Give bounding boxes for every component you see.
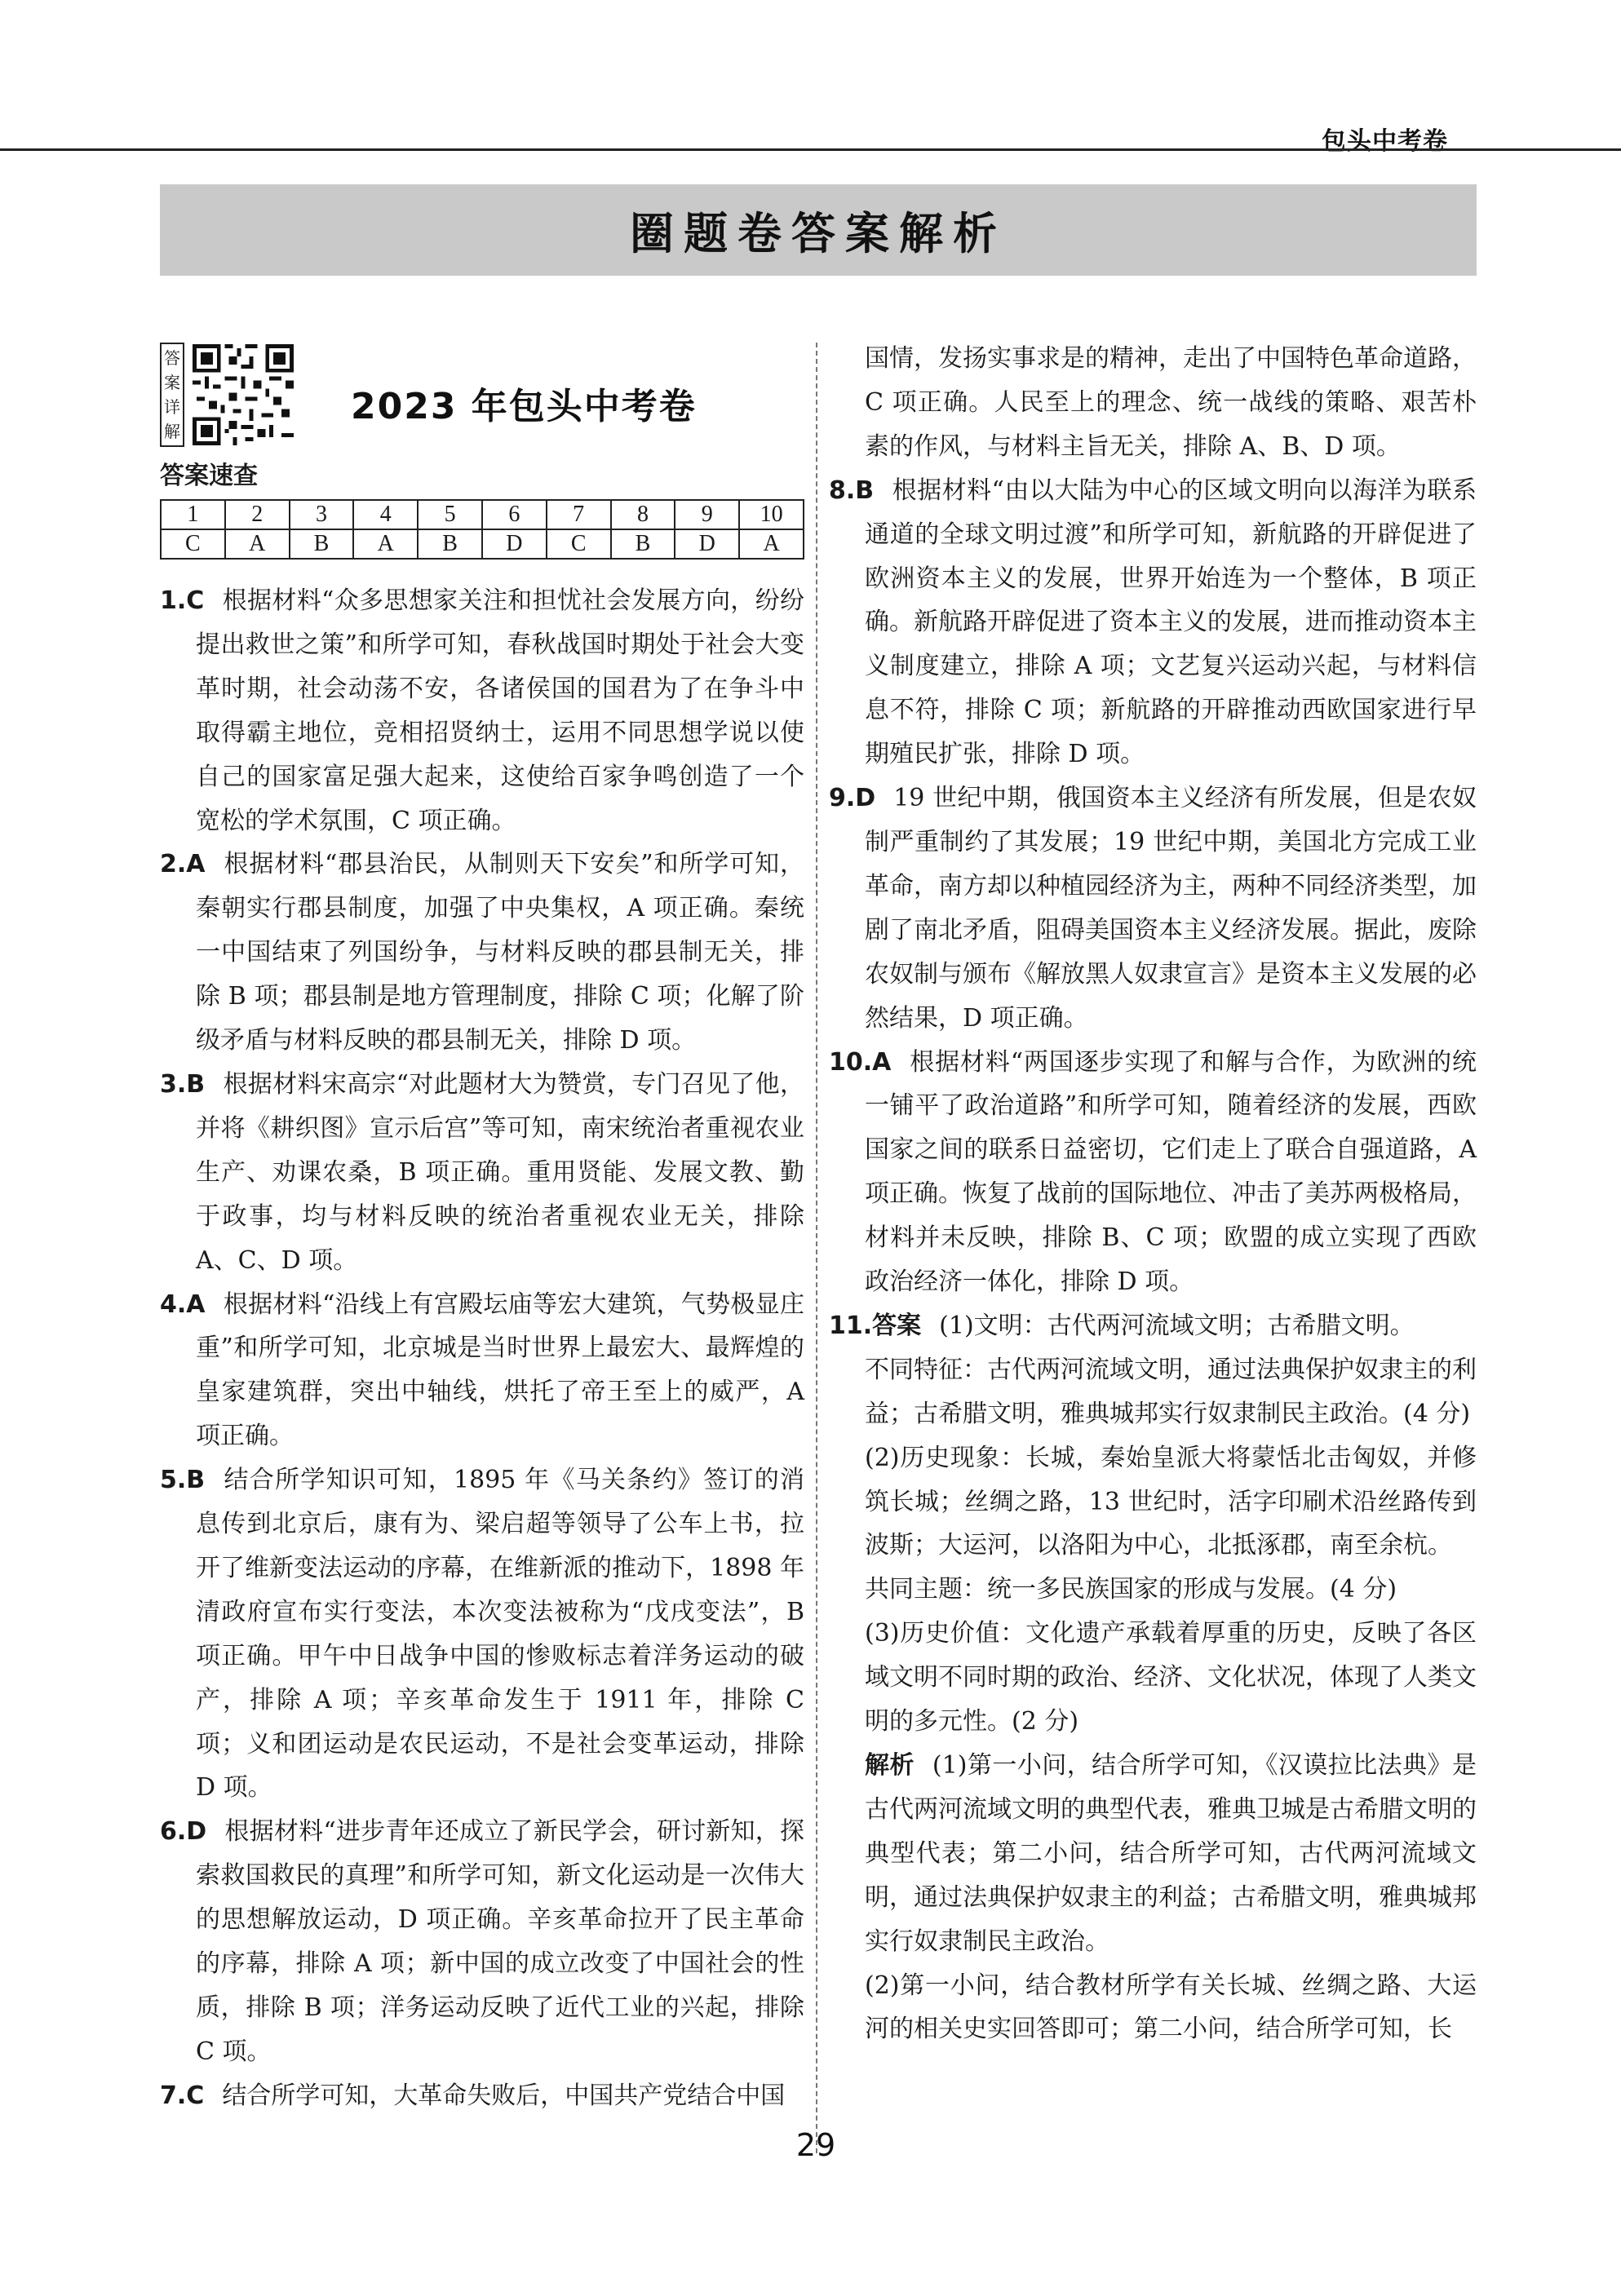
left-column — [160, 579, 804, 2118]
answer-tag: 答案 — [872, 1311, 922, 1340]
question-answer: D — [186, 1817, 207, 1847]
question-text: 结合所学知识可知，1895 年《马关条约》签订的消息传到北京后，康有为、梁启超等领导了公车上书，拉开了维新变法运动的序幕，在维新派的推动下，1898 年清政府宣布实行变法，本次变法被称为“戊戌变法”，B 项正确。甲午中日战争中国的惨败标志着洋务运动的破产，排除 A 项；辛亥革命发生于 1911 年，排除 C 项；义和团运动是农民运动，不是社会变革运动，排除 D 项。 — [196, 1466, 804, 1803]
question-continuation: 国情，发扬实事求是的精神，走出了中国特色革命道路，C 项正确。人民至上的理念、统一战线的策略、艰苦朴素的作风，与材料主旨无关，排除 A、B、D 项。 — [865, 344, 1477, 461]
question-answer: B — [186, 1069, 206, 1099]
table-cell: 4 — [353, 500, 418, 529]
header-rule — [0, 148, 1621, 151]
question-item — [160, 579, 804, 843]
question-number: 3. — [160, 1069, 187, 1099]
exam-title: 2023 年包头中考卷 — [351, 386, 697, 427]
answer-text: (1)文明：古代两河流域文明；古希腊文明。 — [939, 1311, 1415, 1340]
question-item — [160, 1810, 804, 2073]
question-answer: C — [186, 586, 205, 615]
question-answer: A — [186, 850, 206, 879]
question-item — [160, 1283, 804, 1459]
qr-label-char: 答 — [164, 348, 180, 368]
answer-line: 共同主题：统一多民族国家的形成与发展。(4 分) — [865, 1575, 1397, 1604]
qr-label-char: 案 — [164, 373, 180, 392]
table-cell: 3 — [290, 500, 354, 529]
question-text: 根据材料宋高宗“对此题材大为赞赏，专门召见了他，并将《耕织图》宣示后宫”等可知，南宋统治者重视农业生产、劝课农桑，B 项正确。重用贤能、发展文教、勤于政事，均与材料反映的统治者重视农业无关，排除 A、C、D 项。 — [196, 1069, 804, 1275]
running-head: 包头中考卷 — [1322, 127, 1448, 156]
question-item — [160, 2074, 804, 2118]
page-number: 29 — [795, 2127, 836, 2163]
question-answer: B — [186, 1466, 206, 1495]
qr-label-char: 详 — [164, 397, 180, 417]
analysis-text: (1)第一小问，结合所学可知，《汉谟拉比法典》是古代两河流域文明的典型代表，雅典卫城是古希腊文明的典型代表；第二小问，结合所学可知，古代两河流域文明，通过法典保护奴隶主的利益；古希腊文明，雅典城邦实行奴隶制民主政治。 — [865, 1751, 1477, 1956]
qr-label-char: 解 — [164, 422, 180, 441]
question-number: 7. — [160, 2081, 187, 2110]
analysis-item — [829, 1744, 1477, 1964]
question-number: 2. — [160, 850, 187, 879]
question-number: 8. — [829, 476, 856, 505]
table-cell: C — [161, 529, 225, 559]
question-number: 9. — [829, 784, 856, 813]
question-number: 10. — [829, 1047, 873, 1077]
qr-label — [160, 343, 184, 447]
question-text: 根据材料“众多思想家关注和担忧社会发展方向，纷纷提出救世之策”和所学可知，春秋战国时期处于社会大变革时期，社会动荡不安，各诸侯国的国君为了在争斗中取得霸主地位，竞相招贤纳士，运用不同思想学说以使自己的国家富足强大起来，这使给百家争鸣创造了一个宽松的学术氛围，C 项正确。 — [196, 586, 804, 835]
question-item — [829, 776, 1477, 1040]
table-cell: 1 — [161, 500, 225, 529]
table-cell: 7 — [547, 500, 611, 529]
banner-title: 圈题卷答案解析 — [630, 207, 1007, 259]
column-divider — [816, 343, 817, 2153]
table-cell: 6 — [482, 500, 547, 529]
right-column — [829, 337, 1477, 2051]
question-answer: B — [855, 476, 875, 505]
answer-line: 不同特征：古代两河流域文明，通过法典保护奴隶主的利益；古希腊文明，雅典城邦实行奴隶制民主政治。(4 分) — [865, 1355, 1477, 1428]
table-cell: 2 — [225, 500, 290, 529]
question-answer: D — [855, 784, 876, 813]
question-answer: A — [186, 1290, 206, 1319]
question-text: 根据材料“由以大陆为中心的区域文明向以海洋为联系通道的全球文明过渡”和所学可知，新航路的开辟促进了欧洲资本主义的发展，世界开始连为一个整体，B 项正确。新航路开辟促进了资本主义的发展，进而推动资本主义制度建立，排除 A 项；文艺复兴运动兴起，与材料信息不符，排除 C 项；新航路的开辟推动西欧国家进行早期殖民扩张，排除 D 项。 — [865, 476, 1477, 769]
table-cell: A — [353, 529, 418, 559]
question-text: 结合所学可知，大革命失败后，中国共产党结合中国 — [222, 2081, 786, 2110]
table-cell: 8 — [611, 500, 675, 529]
question-text: 根据材料“两国逐步实现了和解与合作，为欧洲的统一铺平了政治道路”和所学可知，随着经济的发展，西欧国家之间的联系日益密切，它们走上了联合自强道路，A 项正确。恢复了战前的国际地位、冲击了美苏两极格局，材料并未反映，排除 B、C 项；欧盟的成立实现了西欧政治经济一体化，排除 D 项。 — [865, 1047, 1477, 1297]
question-number: 4. — [160, 1290, 187, 1319]
table-row-numbers — [161, 500, 804, 529]
table-row-answers — [161, 529, 804, 559]
question-item — [829, 1304, 1477, 1348]
table-cell: B — [418, 529, 482, 559]
answer-line: (3)历史价值：文化遗产承载着厚重的历史，反映了各区域文明不同时期的政治、经济、文化状况，体现了人类文明的多元性。(2 分) — [865, 1619, 1477, 1736]
table-cell: A — [225, 529, 290, 559]
question-item — [829, 1041, 1477, 1304]
answer-line: (2)历史现象：长城，秦始皇派大将蒙恬北击匈奴，并修筑长城；丝绸之路，13 世纪时，活字印刷术沿丝路传到波斯；大运河，以洛阳为中心，北抵涿郡，南至余杭。 — [865, 1443, 1477, 1560]
question-number: 6. — [160, 1817, 187, 1847]
question-item — [160, 1063, 804, 1283]
question-item — [160, 1458, 804, 1810]
question-number: 1. — [160, 586, 187, 615]
question-number: 11. — [829, 1311, 873, 1340]
table-cell: B — [290, 529, 354, 559]
table-cell: 9 — [675, 500, 739, 529]
answer-quick-table — [160, 499, 804, 560]
qr-code-icon[interactable] — [193, 344, 294, 445]
table-cell: D — [482, 529, 547, 559]
quick-check-label: 答案速查 — [160, 462, 258, 490]
question-item — [829, 469, 1477, 776]
question-number: 5. — [160, 1466, 187, 1495]
question-text: 根据材料“沿线上有宫殿坛庙等宏大建筑，气势极显庄重”和所学可知，北京城是当时世界上最宏大、最辉煌的皇家建筑群，突出中轴线，烘托了帝王至上的威严，A 项正确。 — [196, 1290, 804, 1451]
title-banner — [160, 184, 1477, 276]
analysis-line: (2)第一小问，结合教材所学有关长城、丝绸之路、大运河的相关史实回答即可；第二小问，结合所学可知，长 — [865, 1971, 1477, 2044]
question-answer: C — [186, 2081, 205, 2110]
qr-block — [160, 343, 300, 447]
table-cell: 5 — [418, 500, 482, 529]
table-cell: C — [547, 529, 611, 559]
question-text: 19 世纪中期，俄国资本主义经济有所发展，但是农奴制严重制约了其发展；19 世纪中期，美国北方完成工业革命，南方却以种植园经济为主，两种不同经济类型，加剧了南北矛盾，阻碍美国资本主义经济发展。据此，废除农奴制与颁布《解放黑人奴隶宣言》是资本主义发展的必然结果，D 项正确。 — [865, 784, 1477, 1033]
question-answer: A — [872, 1047, 892, 1077]
question-text: 根据材料“进步青年还成立了新民学会，研讨新知，探索救国救民的真理”和所学可知，新文化运动是一次伟大的思想解放运动，D 项正确。辛亥革命拉开了民主革命的序幕，排除 A 项；新中国的成立改变了中国社会的性质，排除 B 项；洋务运动反映了近代工业的兴起，排除 C 项。 — [196, 1817, 804, 2066]
table-cell: B — [611, 529, 675, 559]
table-cell: D — [675, 529, 739, 559]
analysis-tag: 解析 — [865, 1751, 915, 1780]
question-text: 根据材料“郡县治民，从制则天下安矣”和所学可知，秦朝实行郡县制度，加强了中央集权，A 项正确。秦统一中国结束了列国纷争，与材料反映的郡县制无关，排除 B 项；郡县制是地方管理制度，排除 C 项；化解了阶级矛盾与材料反映的郡县制无关，排除 D 项。 — [196, 850, 804, 1055]
table-cell: 10 — [739, 500, 804, 529]
table-cell: A — [739, 529, 804, 559]
question-item — [160, 843, 804, 1063]
